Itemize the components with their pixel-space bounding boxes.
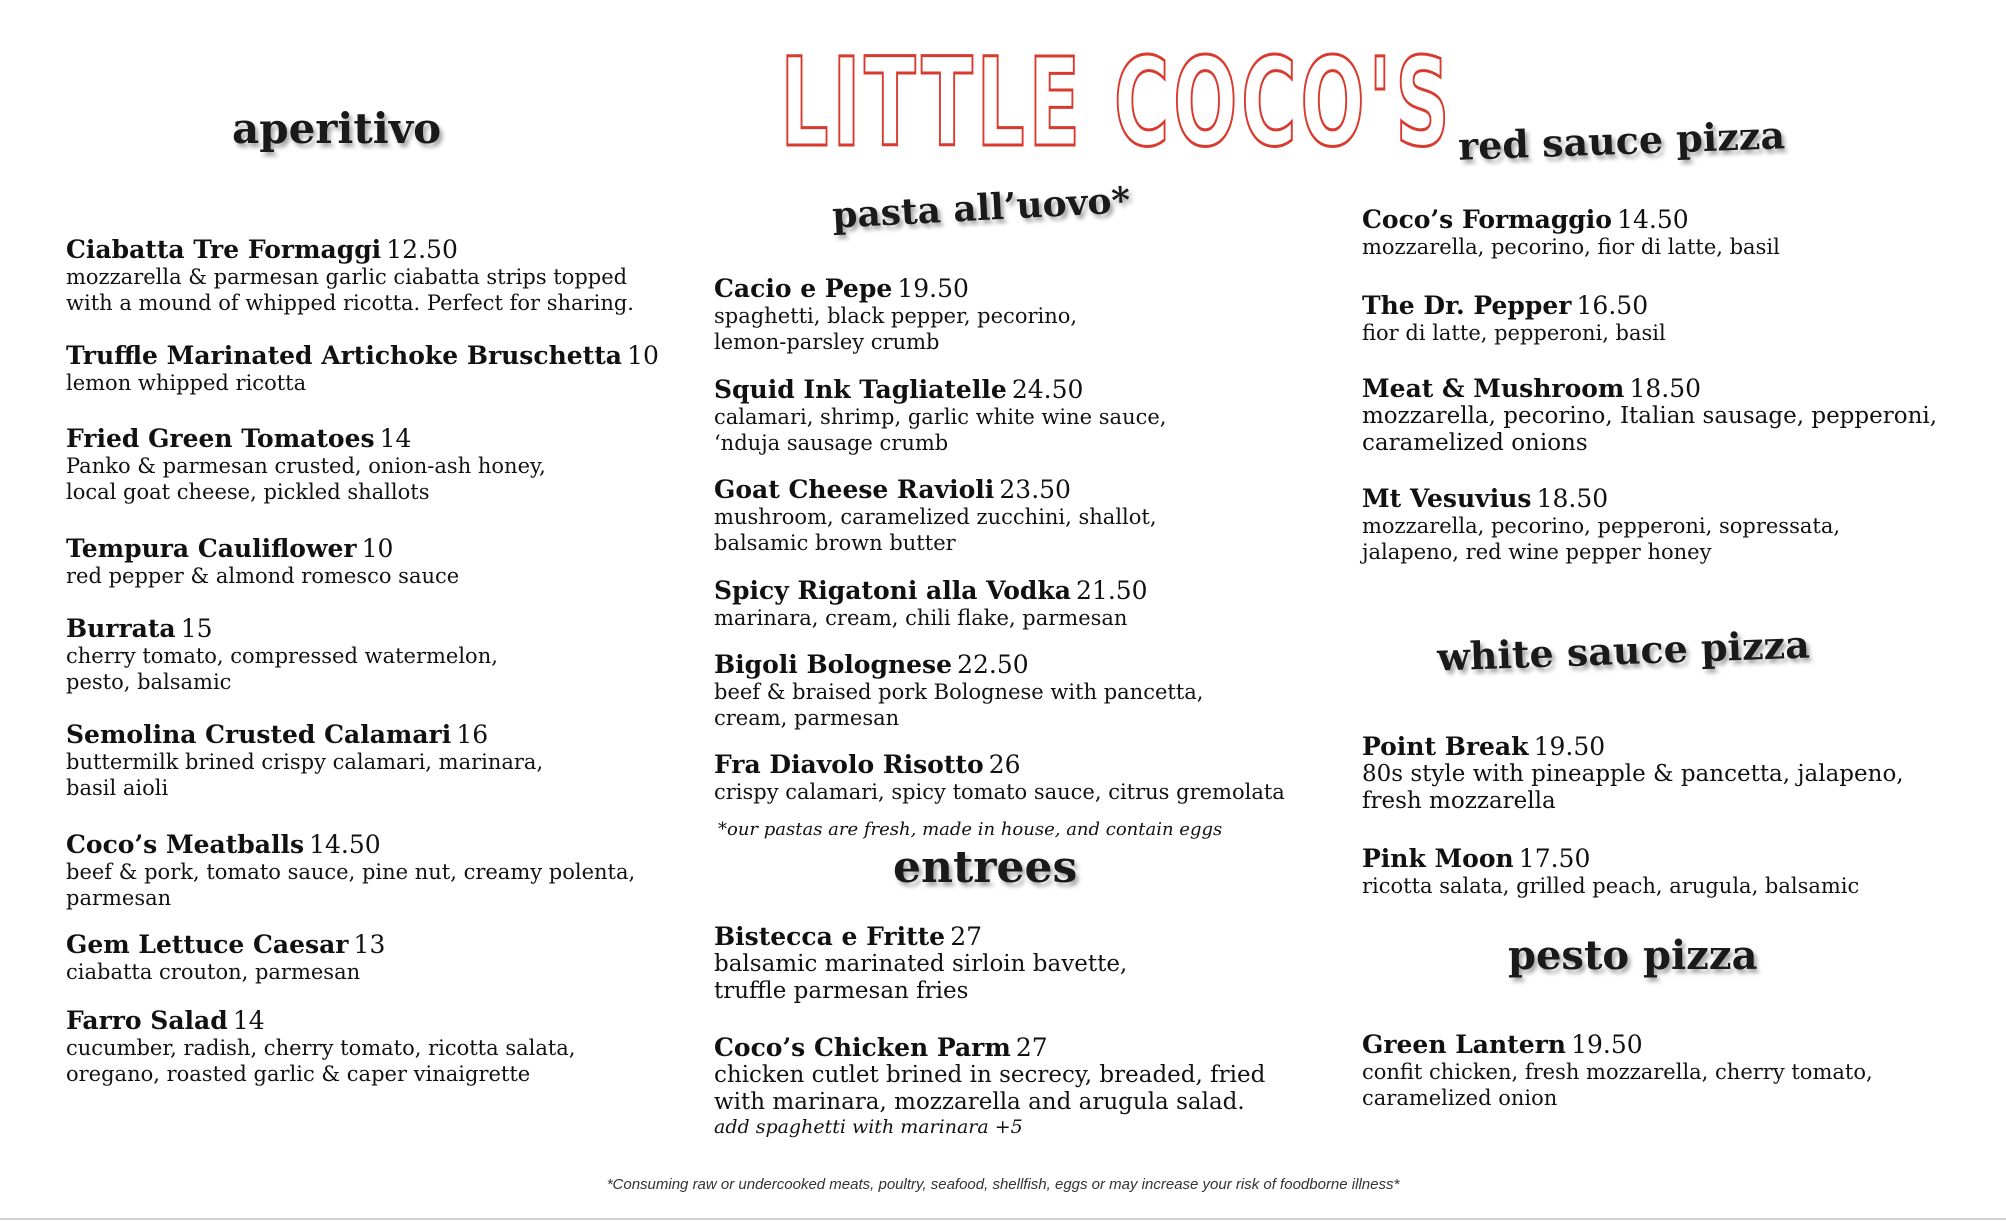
- item-name: Point Break: [1362, 732, 1529, 761]
- item-desc: mozzarella & parmesan garlic ciabatta strips topped: [66, 265, 628, 289]
- item-name: Ciabatta Tre Formaggi: [66, 235, 382, 264]
- item-price: 15: [180, 614, 213, 643]
- item-name: Coco’s Meatballs: [66, 830, 305, 859]
- item-name: The Dr. Pepper: [1362, 291, 1572, 320]
- menu-item: [714, 750, 1285, 805]
- menu-item: [66, 341, 659, 396]
- menu-item: [66, 424, 546, 505]
- header-entrees: entrees: [893, 842, 1078, 893]
- item-price: 21.50: [1076, 576, 1148, 605]
- header-aperitivo: aperitivo: [232, 104, 442, 153]
- menu-item: [1362, 1030, 1873, 1111]
- header-red-sauce-pizza: red sauce pizza: [1457, 112, 1786, 169]
- item-desc: beef & braised pork Bolognese with pancetta,: [714, 680, 1204, 704]
- item-desc: calamari, shrimp, garlic white wine sauce,: [714, 405, 1167, 429]
- item-name: Coco’s Chicken Parm: [714, 1033, 1011, 1062]
- menu-item: [1362, 484, 1840, 565]
- item-desc: with marinara, mozzarella and arugula salad.: [714, 1089, 1245, 1115]
- menu-item: [714, 1033, 1265, 1138]
- header-pesto-pizza: pesto pizza: [1508, 932, 1758, 979]
- item-price: 14: [232, 1006, 265, 1035]
- food-safety-footer: *Consuming raw or undercooked meats, poultry, seafood, shellfish, eggs or may increase your risk of foodborne illness*: [606, 1176, 1400, 1193]
- menu-item: [714, 375, 1166, 456]
- menu-item: [1362, 844, 1859, 899]
- item-price: 14.50: [1617, 205, 1689, 234]
- restaurant-logo: LITTLE COCO'S: [780, 32, 1454, 174]
- item-desc: basil aioli: [66, 776, 169, 800]
- item-price: 16: [456, 720, 489, 749]
- item-desc: red pepper & almond romesco sauce: [66, 564, 460, 588]
- item-desc: caramelized onion: [1362, 1086, 1558, 1110]
- item-desc: fresh mozzarella: [1362, 788, 1556, 814]
- item-name: Tempura Cauliflower: [66, 534, 357, 563]
- item-price: 27: [950, 922, 982, 951]
- pasta-note: *our pastas are fresh, made in house, and contain eggs: [718, 819, 1223, 840]
- item-desc: cucumber, radish, cherry tomato, ricotta salata,: [66, 1036, 576, 1060]
- menu-item: [714, 475, 1157, 556]
- item-price: 22.50: [957, 650, 1029, 679]
- item-price: 26: [988, 750, 1021, 779]
- item-desc: crispy calamari, spicy tomato sauce, citrus gremolata: [714, 780, 1285, 804]
- item-desc: cream, parmesan: [714, 706, 900, 730]
- item-desc: mozzarella, pecorino, pepperoni, sopressata,: [1362, 514, 1841, 538]
- item-desc: jalapeno, red wine pepper honey: [1362, 540, 1712, 564]
- item-desc: mozzarella, pecorino, Italian sausage, pepperoni,: [1362, 403, 1938, 429]
- menu-item: [1362, 291, 1666, 346]
- menu-item: [714, 650, 1203, 731]
- menu-item: [1362, 374, 1937, 457]
- item-price: 10: [627, 341, 659, 370]
- item-desc: oregano, roasted garlic & caper vinaigrette: [66, 1062, 531, 1086]
- item-desc: lemon-parsley crumb: [714, 330, 940, 354]
- item-desc: pesto, balsamic: [66, 670, 232, 694]
- item-name: Coco’s Formaggio: [1362, 205, 1612, 234]
- item-price: 19.50: [1533, 732, 1606, 761]
- menu-item: [66, 1006, 576, 1087]
- item-price: 17.50: [1518, 844, 1591, 873]
- item-name: Meat & Mushroom: [1362, 374, 1625, 403]
- item-name: Green Lantern: [1362, 1030, 1566, 1059]
- item-price: 14: [379, 424, 412, 453]
- item-desc: ricotta salata, grilled peach, arugula, balsamic: [1362, 874, 1860, 898]
- item-name: Farro Salad: [66, 1006, 228, 1035]
- header-white-sauce-pizza: white sauce pizza: [1436, 621, 1811, 680]
- item-name: Bigoli Bolognese: [714, 650, 953, 679]
- item-name: Pink Moon: [1362, 844, 1514, 873]
- item-desc: chicken cutlet brined in secrecy, breaded, fried: [714, 1062, 1266, 1088]
- item-desc: with a mound of whipped ricotta. Perfect for sharing.: [66, 291, 634, 315]
- item-desc: mozzarella, pecorino, fior di latte, basil: [1362, 235, 1780, 259]
- item-price: 14.50: [309, 830, 381, 859]
- item-desc: local goat cheese, pickled shallots: [66, 480, 430, 504]
- item-name: Fra Diavolo Risotto: [714, 750, 984, 779]
- item-desc: marinara, cream, chili flake, parmesan: [714, 606, 1128, 630]
- menu-item: [1362, 732, 1904, 815]
- item-desc: balsamic brown butter: [714, 531, 956, 555]
- menu-item: [66, 614, 498, 695]
- item-price: 10: [361, 534, 394, 563]
- menu-item: [66, 830, 635, 911]
- item-name: Goat Cheese Ravioli: [714, 475, 995, 504]
- item-desc: buttermilk brined crispy calamari, marinara,: [66, 750, 544, 774]
- item-name: Mt Vesuvius: [1362, 484, 1532, 513]
- item-price: 27: [1015, 1033, 1048, 1062]
- item-name: Bistecca e Fritte: [714, 922, 946, 951]
- item-desc: ciabatta crouton, parmesan: [66, 960, 361, 984]
- item-desc: beef & pork, tomato sauce, pine nut, creamy polenta,: [66, 860, 636, 884]
- item-price: 24.50: [1011, 375, 1084, 404]
- item-desc: Panko & parmesan crusted, onion-ash honey,: [66, 454, 546, 478]
- item-name: Squid Ink Tagliatelle: [714, 375, 1007, 404]
- item-desc: confit chicken, fresh mozzarella, cherry tomato,: [1362, 1060, 1873, 1084]
- item-desc: cherry tomato, compressed watermelon,: [66, 644, 498, 668]
- item-name: Spicy Rigatoni alla Vodka: [714, 576, 1071, 605]
- item-name: Gem Lettuce Caesar: [66, 930, 349, 959]
- item-name: Fried Green Tomatoes: [66, 424, 375, 453]
- item-price: 23.50: [999, 475, 1071, 504]
- item-name: Semolina Crusted Calamari: [66, 720, 452, 749]
- item-price: 12.50: [386, 235, 458, 264]
- menu-item: [714, 922, 1127, 1005]
- item-desc: ‘nduja sausage crumb: [714, 431, 949, 455]
- item-desc: fior di latte, pepperoni, basil: [1362, 321, 1666, 345]
- item-price: 16.50: [1576, 291, 1649, 320]
- menu-item: [66, 534, 459, 589]
- menu-item: [66, 930, 385, 985]
- item-note: add spaghetti with marinara +5: [714, 1116, 1023, 1138]
- item-desc: balsamic marinated sirloin bavette,: [714, 951, 1128, 977]
- menu-item: [714, 576, 1148, 631]
- bottom-divider: [0, 1218, 2006, 1220]
- item-desc: truffle parmesan fries: [714, 978, 969, 1004]
- item-price: 18.50: [1536, 484, 1609, 513]
- item-desc: 80s style with pineapple & pancetta, jalapeno,: [1362, 761, 1904, 787]
- menu-item: [1362, 205, 1780, 260]
- item-price: 18.50: [1629, 374, 1702, 403]
- item-desc: spaghetti, black pepper, pecorino,: [714, 304, 1078, 328]
- item-price: 19.50: [897, 274, 969, 303]
- header-pasta: pasta all’uovo*: [831, 179, 1132, 237]
- item-desc: caramelized onions: [1362, 430, 1588, 456]
- item-desc: parmesan: [66, 886, 172, 910]
- item-desc: lemon whipped ricotta: [66, 371, 307, 395]
- item-price: 19.50: [1571, 1030, 1643, 1059]
- item-name: Burrata: [66, 614, 176, 643]
- item-name: Cacio e Pepe: [714, 274, 893, 303]
- menu-item: [66, 720, 543, 801]
- item-name: Truffle Marinated Artichoke Bruschetta: [66, 341, 622, 370]
- item-price: 13: [353, 930, 386, 959]
- menu-item: [66, 235, 634, 316]
- menu-item: [714, 274, 1077, 355]
- item-desc: mushroom, caramelized zucchini, shallot,: [714, 505, 1157, 529]
